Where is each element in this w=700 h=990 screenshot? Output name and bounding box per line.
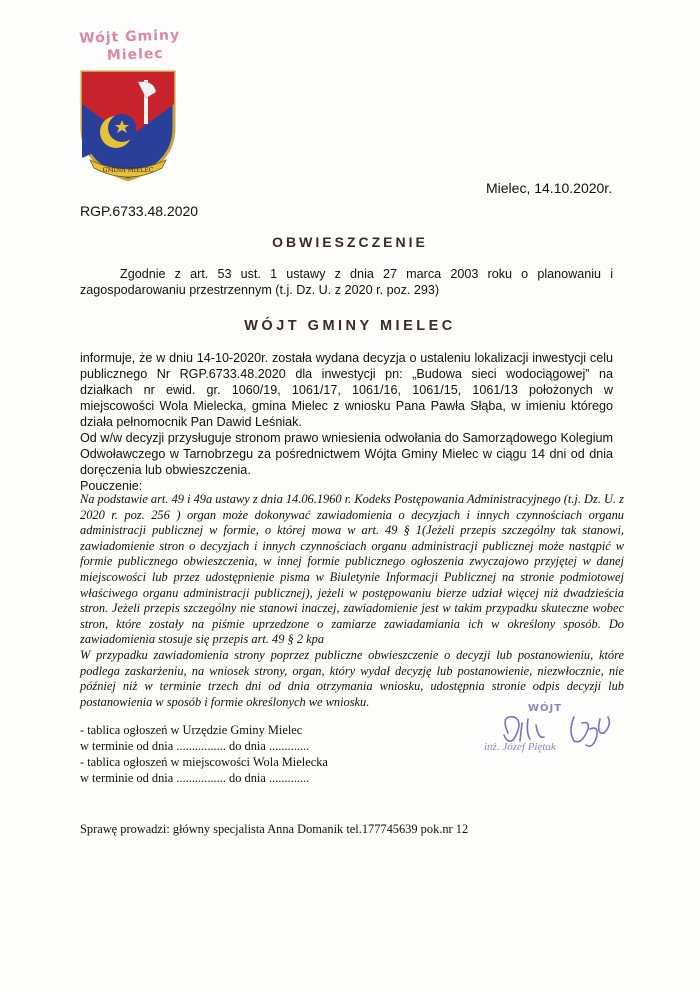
- signature-title: WÓJT: [528, 703, 563, 714]
- appeal-paragraph: Od w/w decyzji przysługuje stronom prawo wniesienia odwołania do Samorządowego Kolegium Odwoławczego w Tarnobrzegu za pośrednictwem Wójta Gminy Mielec w ciągu 14 dni od dnia doręczenia lub obwieszczenia.: [80, 431, 613, 477]
- decision-paragraph: informuje, że w dniu 14-10-2020r. została wydana decyzja o ustaleniu lokalizacji inwestycji celu publicznego Nr RGP.6733.48.2020 dla inwestycji pn: „Budowa sieci wodociągowej” na działkach nr ewid. gr. 1060/19, 1061/17, 1061/16, 1061/15, 1061/13 położonych w miejscowości Wola Mielecka, gmina Mielec z wniosku Pana Pawła Słąba, w imieniu którego działa pełnomocnik Pan Dawid Leśniak.: [80, 351, 613, 429]
- legal-text-2: W przypadku zawiadomienia strony poprzez publiczne obwieszczenie o decyzji lub postanowieniu, które podlega zaskarżeniu, na wniosek strony, organ, który wydał decyzję lub postanowienie, niezwłocznie, nie później niż w terminie trzech dni od dnia otrzymania wniosku, udostępnia stronie odpis decyzji lub postanowienia w sposób i formie określonych we wniosku.: [80, 647, 624, 709]
- legal-instruction: [80, 492, 624, 710]
- reference-number: RGP.6733.48.2020: [80, 203, 199, 219]
- signature-name: inż. Józef Piętak: [484, 741, 556, 753]
- signature-stamp: [478, 703, 628, 761]
- notice-line-3: - tablica ogłoszeń w miejscowości Wola Mielecka: [80, 755, 328, 769]
- notice-line-4: w terminie od dnia ................ do dnia .............: [80, 771, 310, 785]
- case-handler-footer: Sprawę prowadzi: główny specjalista Anna Domanik tel.177745639 pok.nr 12: [80, 822, 469, 836]
- notice-boards-list: [80, 722, 410, 786]
- notice-line-2: w terminie od dnia ................ do dnia .............: [80, 739, 310, 753]
- legal-basis-paragraph: Zgodnie z art. 53 ust. 1 ustawy z dnia 27 marca 2003 roku o planowaniu i zagospodarowaniu przestrzennym (t.j. Dz. U. z 2020 r. poz. 293): [80, 267, 613, 297]
- office-stamp: [59, 26, 200, 67]
- coat-of-arms-label: GMINA MIELEC: [102, 167, 154, 174]
- place-date: Mielec, 14.10.2020r.: [486, 180, 613, 196]
- stamp-line-2: Mielec: [106, 45, 164, 64]
- legal-text-1: Na podstawie art. 49 i 49a ustawy z dnia 14.06.1960 r. Kodeks Postępowania Administracyjnego (t.j. Dz. U. z 2020 r. poz. 256 ) organ może dokonywać zawiadomienia o decyzjach i innych czynnościach organu administracji publicznej w formie, o której mowa w art. 49 § 1(Jeżeli przepis szczególny tak stanowi, zawiadomienie stron o decyzjach i innych czynnościach organu administracji publicznej może nastąpić w formie publicznego obwieszczenia, w innej formie publicznego ogłoszenia zwyczajowo przyjętej w danej miejscowości lub przez udostępnienie pisma w Biuletynie Informacji Publicznej na stronie podmiotowej właściwego organu administracji publicznej), jeżeli w postępowaniu bierze udział więcej niż dwadzieścia stron. Jeżeli przepis szczególny nie stanowi inaczej, zawiadomienie jest w takim przypadku skuteczne wobec stron, które zostały na piśmie uprzedzone o zamiarze zawiadamiania ich w określony sposób. Do zawiadomienia stosuje się przepis art. 49 § 2 kpa: [80, 492, 624, 647]
- authority-heading: WÓJT GMINY MIELEC: [244, 318, 456, 334]
- notice-line-1: - tablica ogłoszeń w Urzędzie Gminy Mielec: [80, 723, 303, 737]
- pouczenie-label: Pouczenie:: [80, 479, 143, 493]
- document-title: OBWIESZCZENIE: [272, 234, 428, 250]
- coat-of-arms-icon: [78, 68, 178, 184]
- stamp-line-1: Wójt Gminy: [78, 27, 181, 47]
